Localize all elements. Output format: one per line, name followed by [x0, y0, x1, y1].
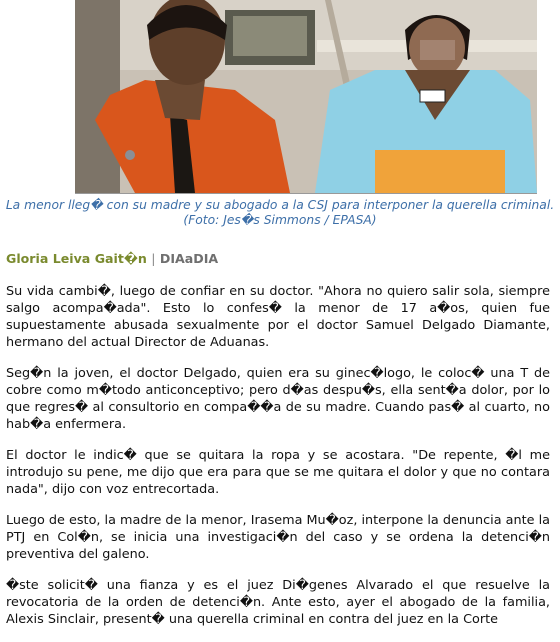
article-paragraph: Su vida cambi�, luego de confiar en su doctor. "Ahora no quiero salir sola, siempre salgo acompa�ada". Esto lo confes� la menor de 17 a�os, quien fue supuestamente abusada sexualmente por el doctor Samuel Delgado Diamante, hermano del actual Director de Aduanas.	[6, 284, 550, 350]
news-photo	[75, 0, 537, 194]
byline-separator: |	[151, 251, 156, 266]
photo-caption	[0, 198, 560, 228]
author-name: Gloria Leiva Gait�n	[6, 251, 147, 266]
article-body	[6, 283, 550, 642]
article-paragraph: Seg�n la joven, el doctor Delgado, quien era su ginec�logo, le coloc� una T de cobre como m�todo anticonceptivo; pero d�as despu�s, ella sent�a dolor, por lo que regres� al consultorio en compa��a de su madre. Cuando pas� al cuarto, no hab�a enfermera.	[6, 366, 550, 432]
article-paragraph: Luego de esto, la madre de la menor, Irasema Mu�oz, interpone la denuncia ante la PTJ en Col�n, se inicia una investigaci�n del caso y se ordena la detenci�n preventiva del galeno.	[6, 513, 550, 562]
article-paragraph: �ste solicit� una fianza y es el juez Di�genes Alvarado el que resuelve la revocatoria de la orden de detenci�n. Ante esto, ayer el abogado de la familia, Alexis Sinclair, present� una querella criminal en contra del juez en la Corte	[6, 578, 550, 627]
publication-name: DIAaDIA	[159, 251, 219, 266]
caption-credit: (Foto: Jes�s Simmons / EPASA)	[183, 213, 377, 227]
caption-line-1: La menor lleg� con su madre y su abogado a la CSJ para interponer la querella criminal.	[5, 198, 555, 212]
byline	[6, 250, 218, 268]
article-paragraph: El doctor le indic� que se quitara la ropa y se acostara. "De repente, �l me introdujo su pene, me dijo que era para que se me quitara el dolor y que no contara nada", dijo con voz entrecortada.	[6, 448, 550, 497]
